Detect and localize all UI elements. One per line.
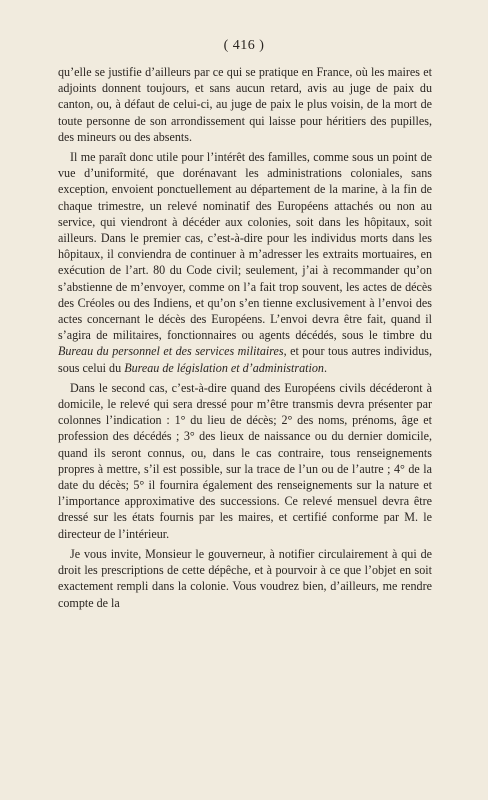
paragraph-4-text: Je vous invite, Monsieur le gouverneur, à notifier circulairement à qui de droit les prescriptions de cette dépêche, et à pourvoir à ce que l’objet en soit exactement rempli dans la colonie. Vous voudrez bien, d’ailleurs, me rendre compte de la [58, 546, 432, 610]
paragraph-2-text-a: Il me paraît donc utile pour l’intérêt des familles, comme sous un point de vue d’uniformité, que dorénavant les administrations coloniales, sans exception, envoient ponctuellement au département de la marine, à la fin de chaque trimestre, un relevé nominatif des Européens attachés ou non au service, qui viendront à décéder aux colonies, soit dans les hôpitaux, soit ailleurs. Dans le premier cas, c’est-à-dire pour les individus morts dans les hôpitaux, il conviendra de continuer à m’adresser les extraits mortuaires, en exécution de l’art. 80 du Code civil; seulement, j’ai à recommander qu’on s’abstienne de m’envoyer, comme on l’a fait trop souvent, les actes de décès des Créoles ou des Indiens, et qu’on s’en tienne exclusivement à l’envoi des actes concernant le décès des Européens. L’envoi devra être fait, quand il s’agira de militaires, fonctionnaires ou agents décédés, sous le timbre du [58, 150, 432, 343]
paragraph-2-italic-bureau-legislation: Bureau de législation et d’administration [124, 360, 324, 375]
page-number: ( 416 ) [223, 38, 265, 53]
paragraph-1 [58, 64, 432, 145]
paragraph-4 [58, 546, 432, 611]
paragraph-2-text-c: . [323, 360, 327, 375]
paragraph-2 [58, 149, 432, 376]
paragraph-3 [58, 380, 432, 542]
paragraph-3-text: Dans le second cas, c’est-à-dire quand des Européens civils décéderont à domicile, le relevé qui sera dressé pour m’être transmis devra présenter par colonnes l’indication : 1° du lieu de décès; 2° des noms, prénoms, âge et profession des décédés ; 3° des lieux de naissance ou du dernier domicile, quand ils seront connus, ou, dans le cas contraire, tous renseignements propres à mettre, s’il est possible, sur la trace de l’un ou de l’autre ; 4° de la date du décès; 5° il fournira également des renseignements sur la nature et l’importance approximative des successions. Ce relevé mensuel devra être dressé sur les états fournis par les maires, et certifié conforme par M. le directeur de l’intérieur. [58, 380, 432, 541]
paragraph-2-text-b: , et pour tous autres individus, sous celui du [58, 344, 433, 375]
paragraph-1-text: qu’elle se justifie d’ailleurs par ce qui se pratique en France, où les maires et adjoints donnent toujours, et sans aucun retard, avis au juge de paix du canton, ou, à défaut de celui-ci, au juge de paix le plus voisin, de la mort de toute personne de son arrondissement qui laisse pour héritiers des pupilles, des mineurs ou des absents. [58, 65, 432, 144]
body-text [58, 64, 432, 615]
paragraph-2-italic-bureau-personnel: Bureau du personnel et des services militaires [58, 344, 284, 359]
